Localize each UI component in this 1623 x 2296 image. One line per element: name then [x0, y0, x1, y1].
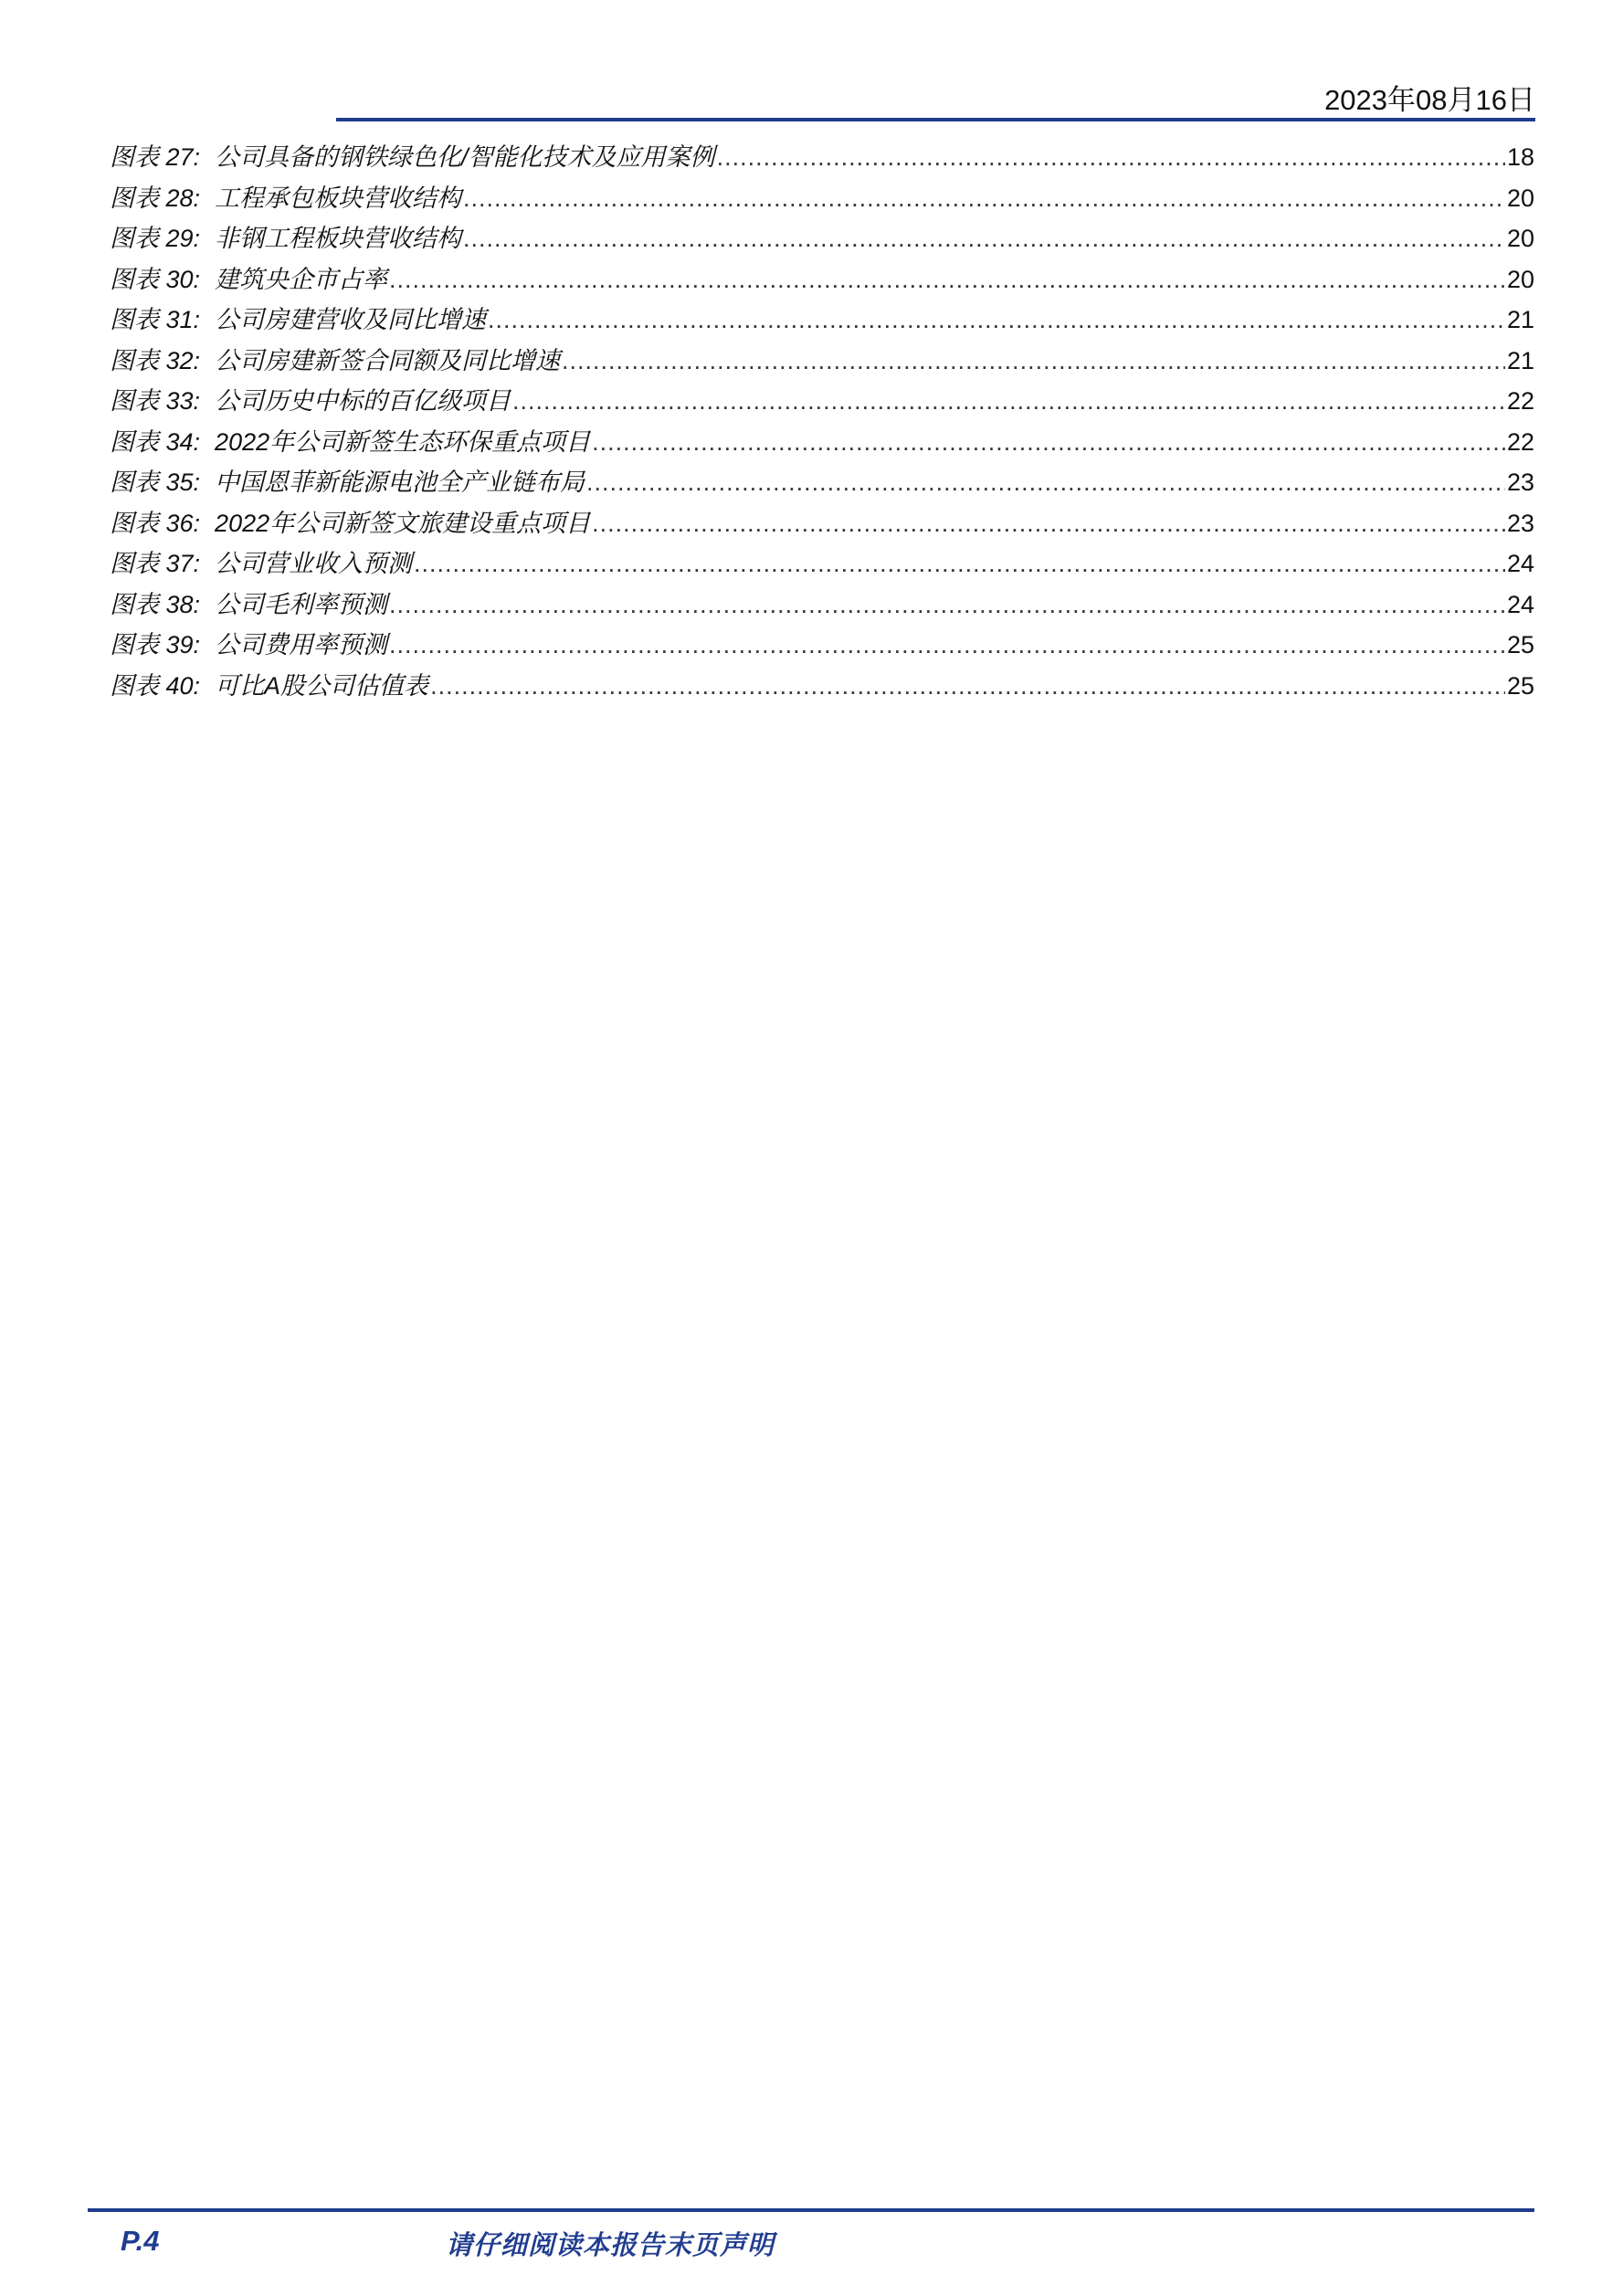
- toc-entry-label: 图表 37:: [110, 550, 201, 577]
- toc-entry-page: 22: [1506, 427, 1534, 456]
- toc-entry-title: 公司费用率预测: [215, 631, 388, 658]
- toc-entry[interactable]: [110, 341, 1534, 382]
- toc-entry-label: 图表 28:: [110, 184, 201, 212]
- toc-leader-dots: [592, 422, 1505, 463]
- toc-entry[interactable]: [110, 543, 1534, 585]
- header-divider: [336, 118, 1535, 121]
- toc-entry-label: 图表 40:: [110, 671, 201, 700]
- toc-entry-label: 图表 31:: [110, 306, 201, 333]
- toc-entry-title: 可比A股公司估值表: [215, 671, 429, 700]
- toc-entry-page: 20: [1506, 184, 1534, 212]
- toc-entry-label: 图表 39:: [110, 631, 201, 658]
- toc-entry[interactable]: [110, 625, 1534, 666]
- toc-entry-page: 21: [1506, 346, 1534, 374]
- toc-leader-dots: [512, 381, 1505, 422]
- toc-entry-label: 图表 35:: [110, 469, 201, 496]
- toc-entry-label: 图表 34:: [110, 427, 201, 456]
- toc-entry[interactable]: [110, 462, 1534, 503]
- toc-entry-page: 25: [1506, 671, 1534, 700]
- toc-entry-label: 图表 38:: [110, 590, 201, 618]
- toc-entry-page: 21: [1506, 306, 1534, 333]
- toc-entry-title: 建筑央企市占率: [215, 265, 388, 293]
- toc-entry-page: 20: [1506, 225, 1534, 252]
- toc-entry-label: 图表 32:: [110, 346, 201, 374]
- toc-entry-title: 公司历史中标的百亿级项目: [215, 387, 511, 415]
- toc-leader-dots: [463, 178, 1505, 219]
- toc-entry-label: 图表 27:: [110, 143, 201, 171]
- toc-leader-dots: [389, 625, 1505, 666]
- toc-entry-page: 24: [1506, 590, 1534, 618]
- figure-list: [110, 137, 1534, 706]
- toc-entry[interactable]: [110, 178, 1534, 219]
- toc-entry[interactable]: [110, 300, 1534, 341]
- page-number: P.4: [121, 2225, 160, 2257]
- toc-entry-label: 图表 36:: [110, 509, 201, 537]
- toc-leader-dots: [463, 218, 1505, 259]
- toc-entry[interactable]: [110, 137, 1534, 178]
- toc-entry-page: 23: [1506, 509, 1534, 537]
- toc-entry-title: 2022年公司新签生态环保重点项目: [215, 427, 591, 456]
- toc-entry-title: 公司具备的钢铁绿色化/智能化技术及应用案例: [215, 143, 715, 171]
- toc-leader-dots: [592, 503, 1505, 544]
- toc-entry[interactable]: [110, 218, 1534, 259]
- toc-entry-title: 2022年公司新签文旅建设重点项目: [215, 509, 591, 537]
- toc-entry-title: 公司毛利率预测: [215, 590, 388, 618]
- toc-leader-dots: [414, 543, 1505, 585]
- toc-entry[interactable]: [110, 666, 1534, 707]
- toc-entry[interactable]: [110, 259, 1534, 300]
- toc-leader-dots: [389, 585, 1505, 626]
- toc-leader-dots: [586, 462, 1505, 503]
- toc-entry-title: 公司房建新签合同额及同比增速: [215, 346, 561, 374]
- disclaimer-note: 请仔细阅读本报告末页声明: [446, 2231, 775, 2260]
- toc-leader-dots: [717, 137, 1505, 178]
- toc-entry-title: 公司房建营收及同比增速: [215, 306, 487, 333]
- toc-entry[interactable]: [110, 381, 1534, 422]
- toc-entry-label: 图表 29:: [110, 225, 201, 252]
- toc-entry-page: 25: [1506, 631, 1534, 658]
- toc-entry-page: 22: [1506, 387, 1534, 415]
- toc-leader-dots: [488, 300, 1505, 341]
- toc-entry-label: 图表 30:: [110, 265, 201, 293]
- toc-leader-dots: [430, 666, 1505, 707]
- toc-entry[interactable]: [110, 503, 1534, 544]
- toc-leader-dots: [562, 341, 1505, 382]
- toc-entry-page: 23: [1506, 469, 1534, 496]
- toc-entry-page: 18: [1506, 143, 1534, 171]
- toc-entry-title: 公司营业收入预测: [215, 550, 413, 577]
- toc-entry-title: 非钢工程板块营收结构: [215, 225, 462, 252]
- footer-divider: [88, 2208, 1534, 2212]
- toc-entry-title: 中国恩菲新能源电池全产业链布局: [215, 469, 585, 496]
- toc-entry-page: 20: [1506, 265, 1534, 293]
- toc-leader-dots: [389, 259, 1505, 300]
- toc-entry-label: 图表 33:: [110, 387, 201, 415]
- toc-entry[interactable]: [110, 422, 1534, 463]
- report-date: 2023年08月16日: [1324, 84, 1535, 116]
- toc-entry[interactable]: [110, 585, 1534, 626]
- toc-entry-title: 工程承包板块营收结构: [215, 184, 462, 212]
- toc-entry-page: 24: [1506, 550, 1534, 577]
